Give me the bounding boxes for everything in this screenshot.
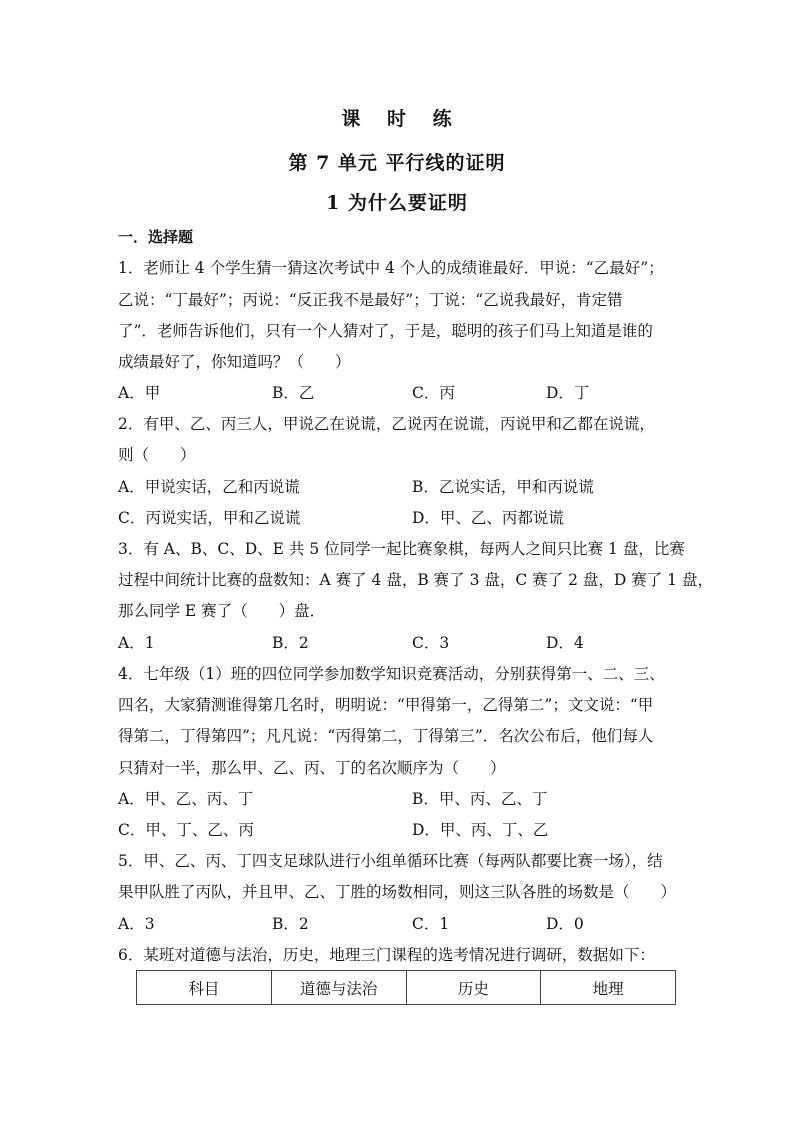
question-1-option-a[interactable]: A．甲: [118, 384, 161, 402]
question-1-line: 1．老师让 4 个学生猜一猜这次考试中 4 个人的成绩谁最好．甲说：“乙最好”；: [118, 259, 664, 277]
question-1-option-c[interactable]: C．丙: [412, 384, 455, 402]
question-4-option-c[interactable]: C．甲、丁、乙、丙: [118, 821, 254, 839]
question-1-line: 乙说：“丁最好”；丙说：“反正我不是最好”；丁说：“乙说我最好，肯定错: [118, 291, 623, 309]
table-header-cell: 科目: [137, 971, 272, 1005]
table-row: [137, 971, 676, 1005]
question-3-line: 3．有 A、B、C、D、E 共 5 位同学一起比赛象棋，每两人之间只比赛 1 盘，比赛: [118, 540, 685, 558]
table-header-cell: 历史: [406, 971, 541, 1005]
question-2-line: 2．有甲、乙、丙三人，甲说乙在说谎，乙说丙在说谎，丙说甲和乙都在说谎，: [118, 415, 655, 433]
question-1-line: 成绩最好了，你知道吗？（ ）: [118, 353, 351, 371]
question-3-option-d[interactable]: D．4: [546, 634, 584, 652]
question-5-option-b[interactable]: B．2: [272, 915, 309, 933]
question-4-option-a[interactable]: A．甲、乙、丙、丁: [118, 790, 254, 808]
section-heading: 一．选择题: [118, 228, 194, 246]
question-4-line: 得第二，丁得第四”；凡凡说：“丙得第二，丁得第三”．名次公布后，他们每人: [118, 727, 654, 745]
question-5-option-d[interactable]: D．0: [546, 915, 584, 933]
question-4-option-b[interactable]: B．甲、丙、乙、丁: [412, 790, 548, 808]
question-2-option-d[interactable]: D．甲、乙、丙都说谎: [412, 509, 564, 527]
table-header-cell: 地理: [541, 971, 676, 1005]
page-title: 课 时 练: [341, 108, 453, 130]
question-5-option-a[interactable]: A．3: [118, 915, 155, 933]
question-2-line: 则（ ）: [118, 446, 196, 464]
question-1-line: 了”．老师告诉他们，只有一个人猜对了，于是，聪明的孩子们马上知道是谁的: [118, 322, 653, 340]
question-4-line: 4．七年级（1）班的四位同学参加数学知识竞赛活动，分别获得第一、二、三、: [118, 665, 665, 683]
question-1-option-d[interactable]: D．丁: [546, 384, 590, 402]
table-header-cell: 道德与法治: [271, 971, 406, 1005]
unit-title: 第 7 单元 平行线的证明: [288, 152, 506, 174]
question-3-option-c[interactable]: C．3: [412, 634, 450, 652]
lesson-title: 1 为什么要证明: [326, 192, 468, 214]
question-6-line: 6．某班对道德与法治，历史，地理三门课程的选考情况进行调研，数据如下：: [118, 946, 655, 964]
question-4-line: 四名，大家猜测谁得第几名时，明明说：“甲得第一，乙得第二”；文文说：“甲: [118, 696, 654, 714]
question-5-line: 5．甲、乙、丙、丁四支足球队进行小组单循环比赛（每两队都要比赛一场），结: [118, 852, 663, 870]
question-5-line: 果甲队胜了丙队，并且甲、乙、丁胜的场数相同，则这三队各胜的场数是（ ）: [118, 883, 677, 901]
question-3-line: 过程中间统计比赛的盘数知：A 赛了 4 盘，B 赛了 3 盘，C 赛了 2 盘，D 赛了 1 盘，: [118, 571, 713, 589]
question-1-option-b[interactable]: B．乙: [272, 384, 315, 402]
question-5-option-c[interactable]: C．1: [412, 915, 450, 933]
subject-table: [136, 970, 676, 1005]
question-2-option-b[interactable]: B．乙说实话，甲和丙说谎: [412, 478, 594, 496]
question-3-option-b[interactable]: B．2: [272, 634, 309, 652]
question-2-option-a[interactable]: A．甲说实话，乙和丙说谎: [118, 478, 300, 496]
question-3-option-a[interactable]: A．1: [118, 634, 155, 652]
question-4-line: 只猜对一半，那么甲、乙、丙、丁的名次顺序为（ ）: [118, 759, 506, 777]
question-2-option-c[interactable]: C．丙说实话，甲和乙说谎: [118, 509, 301, 527]
question-4-option-d[interactable]: D．甲、丙、丁、乙: [412, 821, 549, 839]
question-3-line: 那么同学 E 赛了（ ）盘．: [118, 602, 326, 620]
